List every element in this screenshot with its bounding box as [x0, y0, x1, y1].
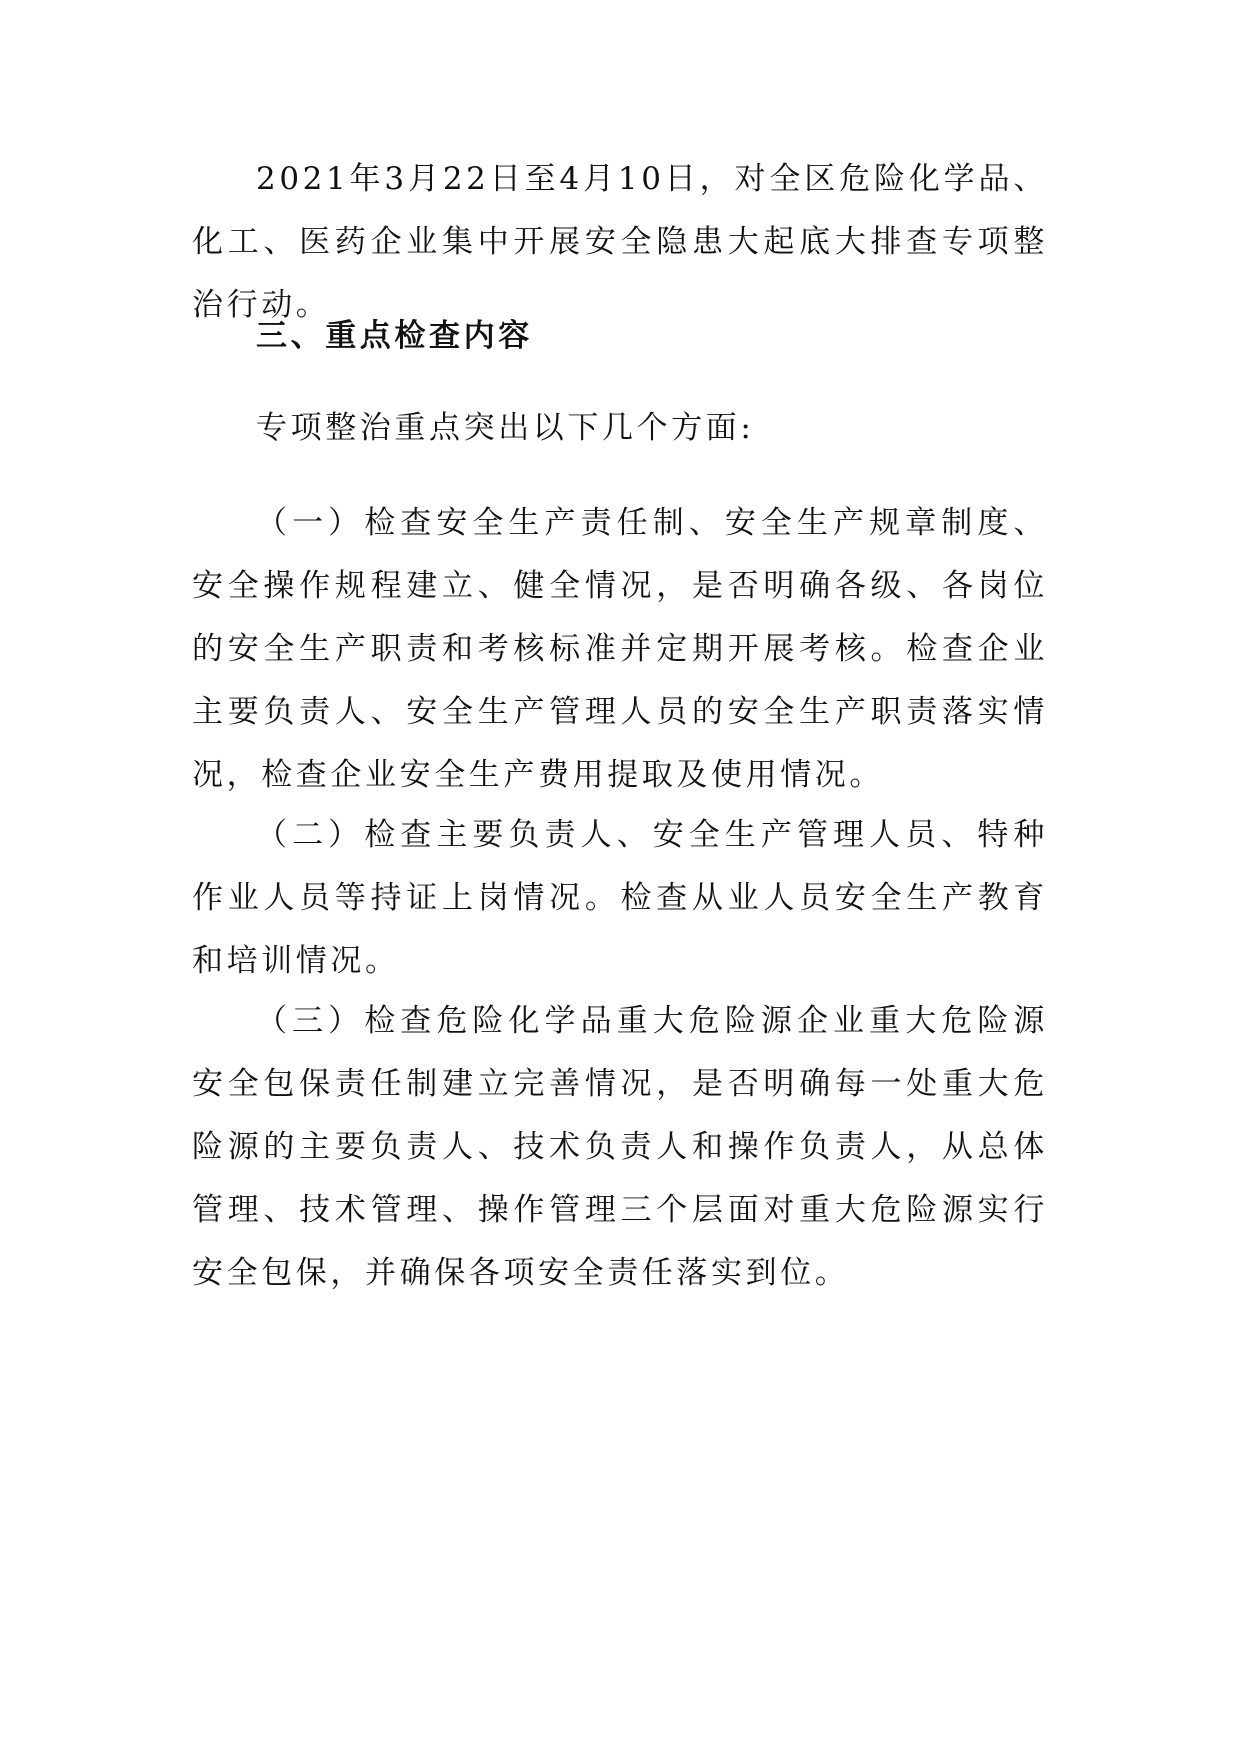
item-paragraph-1: （一）检查安全生产责任制、安全生产规章制度、安全操作规程建立、健全情况，是否明确各级、各岗位的安全生产职责和考核标准并定期开展考核。检查企业主要负责人、安全生产管理人员的安全生产职责落实情况，检查企业安全生产费用提取及使用情况。	[192, 505, 1048, 793]
lead-sentence: 专项整治重点突出以下几个方面:	[256, 410, 755, 446]
intro-paragraph: 2021年3月22日至4月10日，对全区危险化学品、化工、医药企业集中开展安全隐患大起底大排查专项整治行动。	[192, 161, 1048, 323]
section-heading: 三、重点检查内容	[256, 318, 533, 354]
item-paragraph-3: （三）检查危险化学品重大危险源企业重大危险源安全包保责任制建立完善情况，是否明确每一处重大危险源的主要负责人、技术负责人和操作负责人，从总体管理、技术管理、操作管理三个层面对重大危险源实行安全包保，并确保各项安全责任落实到位。	[192, 1003, 1048, 1291]
item-paragraph-2: （二）检查主要负责人、安全生产管理人员、特种作业人员等持证上岗情况。检查从业人员安全生产教育和培训情况。	[192, 817, 1048, 979]
